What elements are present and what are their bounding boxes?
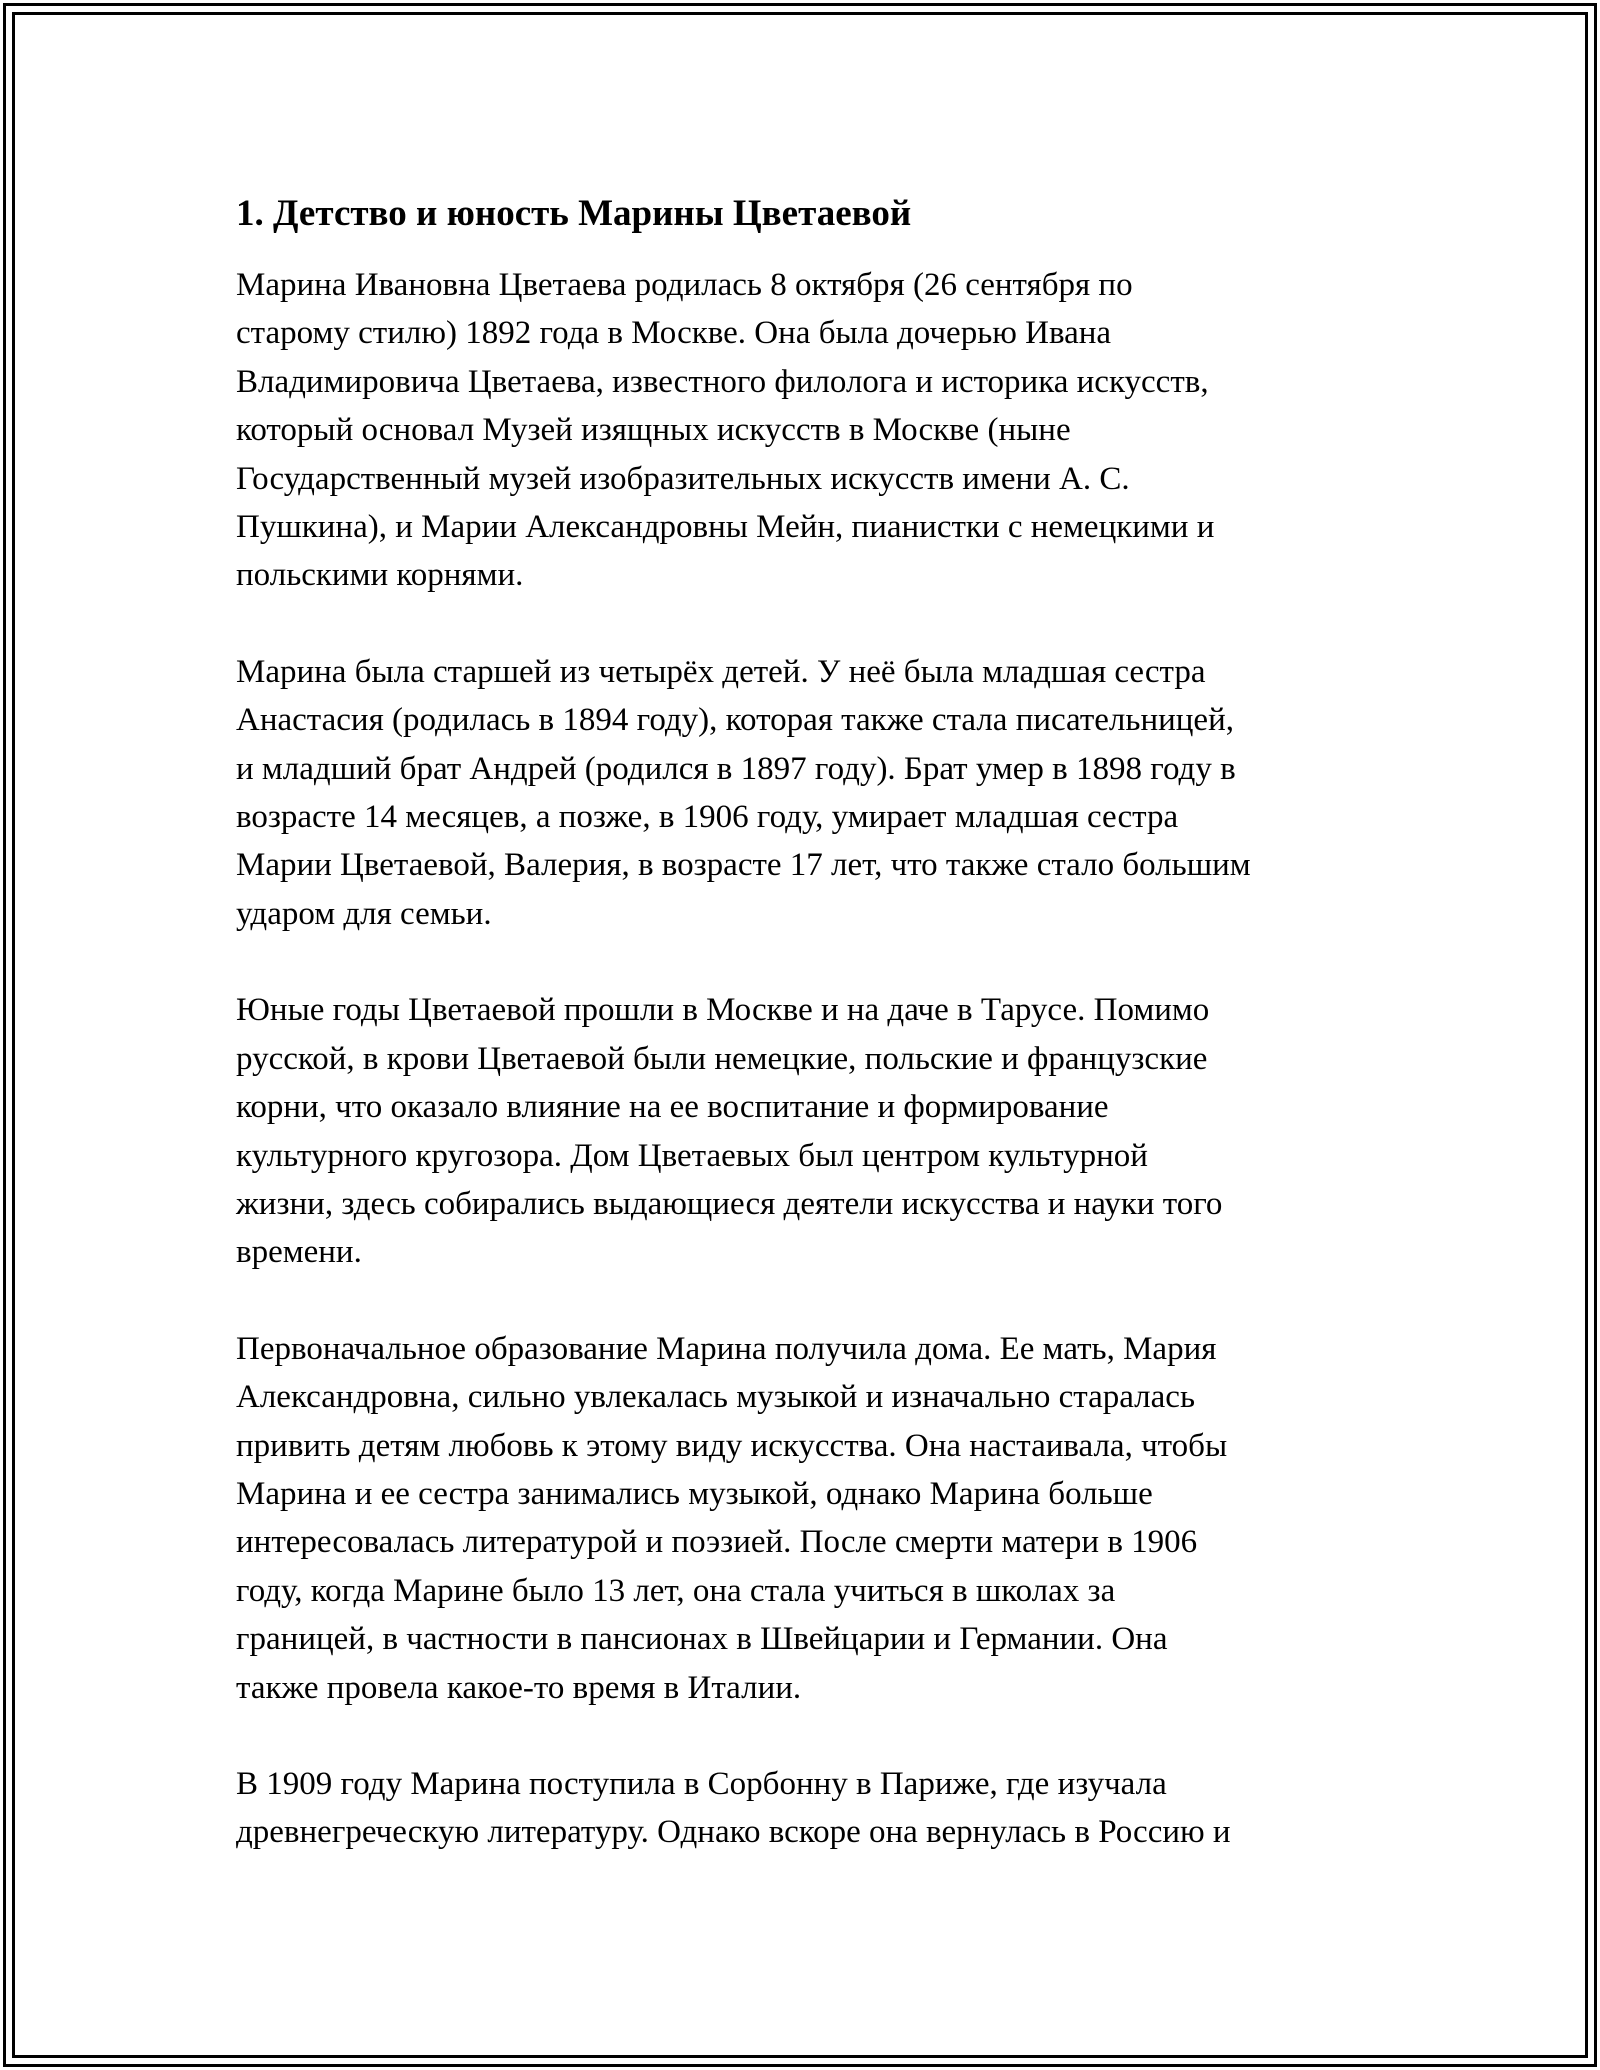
paragraph-line: Марина и ее сестра занимались музыкой, однако Марина больше — [236, 1475, 1153, 1512]
paragraph — [236, 1760, 1396, 1857]
paragraph-line: польскими корнями. — [236, 557, 524, 594]
paragraph-line: В 1909 году Марина поступила в Сорбонну в Париже, где изучала — [236, 1765, 1167, 1802]
paragraph — [236, 986, 1396, 1276]
paragraph-line: интересовалась литературой и поэзией. После смерти матери в 1906 — [236, 1524, 1198, 1561]
paragraph-line: году, когда Марине было 13 лет, она стала учиться в школах за — [236, 1572, 1116, 1609]
paragraph-line: древнегреческую литературу. Однако вскоре она вернулась в Россию и — [236, 1814, 1231, 1851]
paragraph-line: ударом для семьи. — [236, 895, 492, 932]
paragraph-line: Марина Ивановна Цветаева родилась 8 октября (26 сентября по — [236, 267, 1133, 303]
paragraph-line: Марии Цветаевой, Валерия, в возрасте 17 лет, что также стало большим — [236, 847, 1251, 884]
paragraph — [236, 261, 1396, 600]
paragraph-line: Марина была старшей из четырёх детей. У неё была младшая сестра — [236, 653, 1206, 690]
paragraph-list — [236, 261, 1396, 1857]
paragraph-line: Анастасия (родилась в 1894 году), которая также стала писательницей, — [236, 702, 1234, 739]
paragraph — [236, 648, 1396, 938]
paragraph-line: привить детям любовь к этому виду искусства. Она настаивала, чтобы — [236, 1427, 1228, 1464]
paragraph-line: русской, в крови Цветаевой были немецкие, польские и французские — [236, 1040, 1208, 1077]
paragraph-line: культурного кругозора. Дом Цветаевых был центром культурной — [236, 1137, 1148, 1174]
section-heading: 1. Детство и юность Марины Цветаевой — [236, 193, 912, 234]
paragraph-line: Пушкина), и Марии Александровны Мейн, пианистки с немецкими и — [236, 509, 1215, 546]
paragraph-line: который основал Музей изящных искусств в Москве (ныне — [236, 412, 1071, 449]
paragraph-line: Государственный музей изобразительных искусств имени А. С. — [236, 460, 1130, 497]
paragraph-line: Владимировича Цветаева, известного филолога и историка искусств, — [236, 363, 1209, 400]
paragraph — [236, 1325, 1396, 1712]
paragraph-line: возрасте 14 месяцев, а позже, в 1906 году, умирает младшая сестра — [236, 799, 1179, 836]
paragraph-line: границей, в частности в пансионах в Швейцарии и Германии. Она — [236, 1621, 1168, 1658]
paragraph-line: времени. — [236, 1234, 362, 1271]
paragraph-line: Юные годы Цветаевой прошли в Москве и на даче в Тарусе. Помимо — [236, 992, 1210, 1029]
paragraph-line: и младший брат Андрей (родился в 1897 году). Брат умер в 1898 году в — [236, 750, 1236, 787]
paragraph-line: корни, что оказало влияние на ее воспитание и формирование — [236, 1089, 1109, 1126]
document-body — [236, 190, 1396, 1857]
paragraph-line: старому стилю) 1892 года в Москве. Она была дочерью Ивана — [236, 315, 1112, 352]
paragraph-line: Первоначальное образование Марина получила дома. Ее мать, Мария — [236, 1330, 1217, 1367]
paragraph-line: Александровна, сильно увлекалась музыкой и изначально старалась — [236, 1379, 1195, 1416]
paragraph-line: жизни, здесь собирались выдающиеся деятели искусства и науки того — [236, 1185, 1223, 1222]
paragraph-line: также провела какое-то время в Италии. — [236, 1669, 802, 1706]
